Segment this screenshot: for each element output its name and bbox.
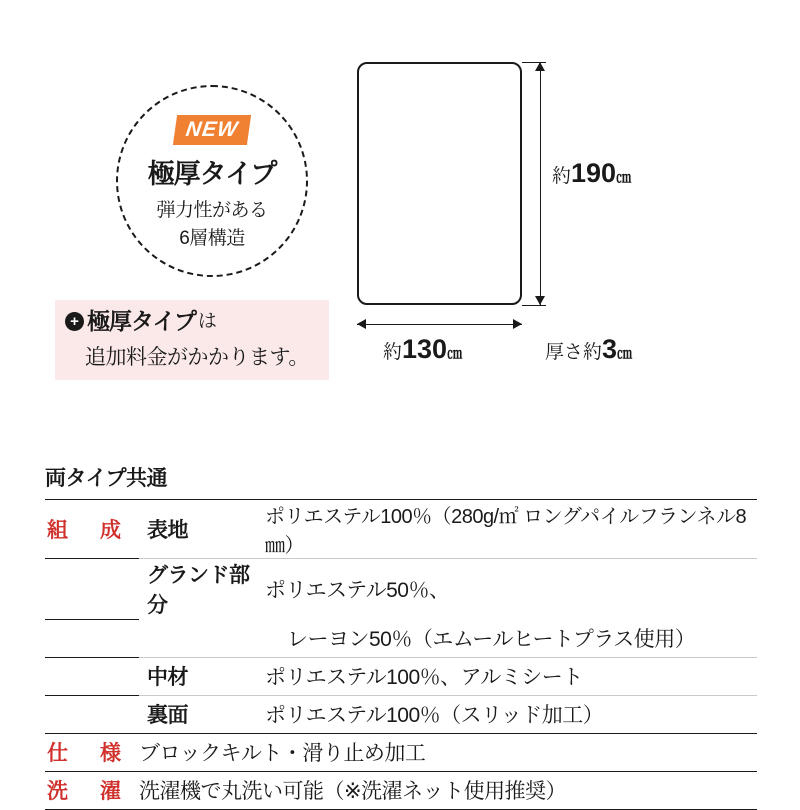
spec-value: ポリエステル100％、アルミシート (265, 657, 757, 695)
table-row (45, 657, 757, 695)
spec-category (45, 695, 139, 733)
new-label: NEW (173, 115, 251, 145)
spec-category (45, 619, 139, 657)
spec-category (45, 733, 139, 771)
height-dimension-line (540, 62, 541, 305)
spec-category-text: 組 成 (47, 519, 121, 542)
thickness-label (545, 336, 632, 363)
spec-subcategory (139, 619, 265, 657)
badge-subtitle-2: 6層構造 (179, 228, 245, 249)
badge-subtitle-1: 弾力性がある (156, 200, 268, 221)
spec-subcategory: 表地 (139, 500, 265, 559)
width-arrow-right-icon (513, 319, 522, 329)
new-type-badge (116, 85, 308, 277)
table-row (45, 619, 757, 657)
extra-fee-note-line-1 (65, 310, 329, 333)
height-guide-bottom (522, 305, 546, 306)
height-label (552, 160, 631, 187)
spec-subcategory: グランド部分 (147, 564, 250, 617)
height-arrow-up-icon (535, 62, 545, 71)
extra-fee-note (55, 300, 329, 380)
spec-table (45, 499, 757, 810)
spec-category (45, 559, 139, 620)
spec-category (45, 657, 139, 695)
spec-value: ポリエステル100％（スリッド加工） (265, 695, 757, 733)
width-value: 130 (402, 334, 448, 364)
width-unit: ㎝ (447, 345, 463, 362)
spec-category (45, 771, 139, 809)
plus-icon: + (65, 312, 84, 331)
spec-table-section (45, 462, 757, 810)
thickness-value: 3 (602, 334, 618, 364)
width-dimension-line (357, 324, 522, 325)
extra-fee-suffix: は (197, 311, 217, 332)
spec-table-heading: 両タイプ共通 (45, 467, 167, 490)
thickness-prefix: 厚さ約 (545, 342, 603, 363)
spec-value: レーヨン50％（エムールヒートプラス使用） (265, 619, 757, 657)
width-prefix: 約 (383, 342, 403, 363)
spec-value: ブロックキルト・滑り止め加工 (139, 733, 757, 771)
mattress-shape (357, 62, 522, 305)
badge-title: 極厚タイプ (147, 159, 277, 189)
width-label (383, 336, 462, 363)
thickness-unit: ㎝ (617, 345, 633, 362)
extra-fee-note-line-2: 追加料金がかかります。 (85, 346, 309, 369)
spec-value: 洗濯機で丸洗い可能（※洗濯ネット使用推奨） (139, 771, 757, 809)
spec-value: ポリエステル50％、 (265, 579, 450, 602)
spec-category-text: 洗 濯 (47, 780, 121, 803)
table-row (45, 733, 757, 771)
spec-subcategory: 裏面 (139, 695, 265, 733)
table-row (45, 771, 757, 809)
spec-subcategory: 中材 (139, 657, 265, 695)
height-prefix: 約 (552, 166, 572, 187)
extra-fee-type-label: 極厚タイプ (87, 308, 196, 334)
height-value: 190 (571, 158, 617, 188)
spec-value: ポリエステル100％（280g/㎡ ロングパイルフランネル8㎜） (265, 500, 757, 559)
height-unit: ㎝ (616, 169, 632, 186)
height-arrow-down-icon (535, 296, 545, 305)
table-row (45, 695, 757, 733)
spec-category (45, 500, 139, 559)
table-row (45, 559, 757, 620)
table-row (45, 500, 757, 559)
spec-category-text: 仕 様 (47, 742, 121, 765)
width-arrow-left-icon (357, 319, 366, 329)
